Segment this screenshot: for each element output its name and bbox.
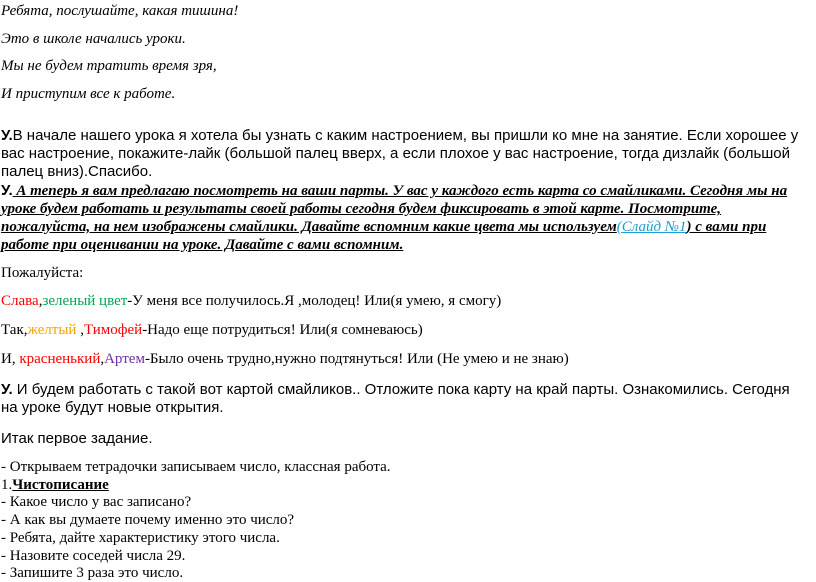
list-line-3: - Какое число у вас записано? bbox=[1, 494, 192, 510]
section-title: Чистописание bbox=[12, 477, 109, 493]
separator: , bbox=[38, 293, 43, 309]
cards-paragraph bbox=[1, 182, 801, 254]
poem-line-1: Ребята, послушайте, какая тишина! bbox=[1, 3, 239, 19]
yellow-line bbox=[1, 322, 423, 339]
work-paragraph bbox=[1, 381, 801, 417]
student-name: Слава bbox=[1, 293, 39, 309]
task-intro: Итак первое задание. bbox=[1, 430, 153, 447]
cards-text-end: ) с вами при работе при оценивании на уроке. Давайте с вами вспомним. bbox=[1, 219, 767, 253]
work-text: И будем работать с такой вот картой смайликов.. Отложите пока карту на край парты. Ознакомились. Сегодня на уроке будут новые открытия. bbox=[1, 381, 790, 416]
list-number: 1. bbox=[1, 477, 13, 493]
mood-text: В начале нашего урока я хотела бы узнать с каким настроением, вы пришли ко мне на занятие. Если хорошее у вас настроение, покажите-лайк (большой палец вверх, а если плохое у вас настроение, тогда дизлайк (большой палец вниз).Спасибо. bbox=[1, 127, 799, 180]
mood-paragraph bbox=[1, 127, 801, 181]
list-line-7: - Запишите 3 раза это число. bbox=[1, 565, 184, 581]
line-prefix: И, bbox=[1, 351, 20, 367]
line-text: -Надо еще потрудиться! Или(я сомневаюсь) bbox=[142, 322, 423, 338]
poem-line-4: И приступим все к работе. bbox=[1, 86, 176, 102]
list-line-5: - Ребята, дайте характеристику этого числа. bbox=[1, 530, 280, 546]
slide-reference: (Слайд №1 bbox=[616, 219, 687, 235]
line-prefix: Так, bbox=[1, 322, 28, 338]
color-word: красненький bbox=[19, 351, 101, 367]
teacher-marker: У. bbox=[1, 127, 13, 144]
color-word: зеленый цвет bbox=[42, 293, 128, 309]
teacher-marker: У. bbox=[1, 182, 13, 199]
teacher-marker: У. bbox=[1, 381, 13, 398]
list-line-1: - Открываем тетрадочки записываем число, классная работа. bbox=[1, 459, 391, 475]
line-text: -У меня все получилось.Я ,молодец! Или(я умею, я смогу) bbox=[127, 293, 502, 309]
separator: , bbox=[80, 322, 84, 338]
red-line bbox=[1, 351, 569, 368]
list-line-4: - А как вы думаете почему именно это число? bbox=[1, 512, 295, 528]
please-label: Пожалуйста: bbox=[1, 265, 84, 281]
list-line-2 bbox=[1, 477, 109, 494]
separator: , bbox=[100, 351, 105, 367]
poem-line-3: Мы не будем тратить время зря, bbox=[1, 58, 217, 74]
student-name: Артем bbox=[104, 351, 145, 367]
poem-line-2: Это в школе начались уроки. bbox=[1, 31, 186, 47]
color-word: желтый bbox=[27, 322, 81, 338]
cards-text: А теперь я вам предлагаю посмотреть на ваши парты. У вас у каждого есть карта со смайликами. Сегодня мы на уроке будем работать и результаты своей работы сегодня будем фиксировать в этой карте. Посмотрите, пожалуйста, на нем изображены смайлики. Давайте вспомним какие цвета мы используем bbox=[1, 183, 788, 235]
student-name: Тимофей bbox=[83, 322, 143, 338]
list-line-6: - Назовите соседей числа 29. bbox=[1, 548, 186, 564]
green-line bbox=[1, 293, 501, 310]
line-text: -Было очень трудно,нужно подтянуться! Или (Не умею и не знаю) bbox=[144, 351, 569, 367]
